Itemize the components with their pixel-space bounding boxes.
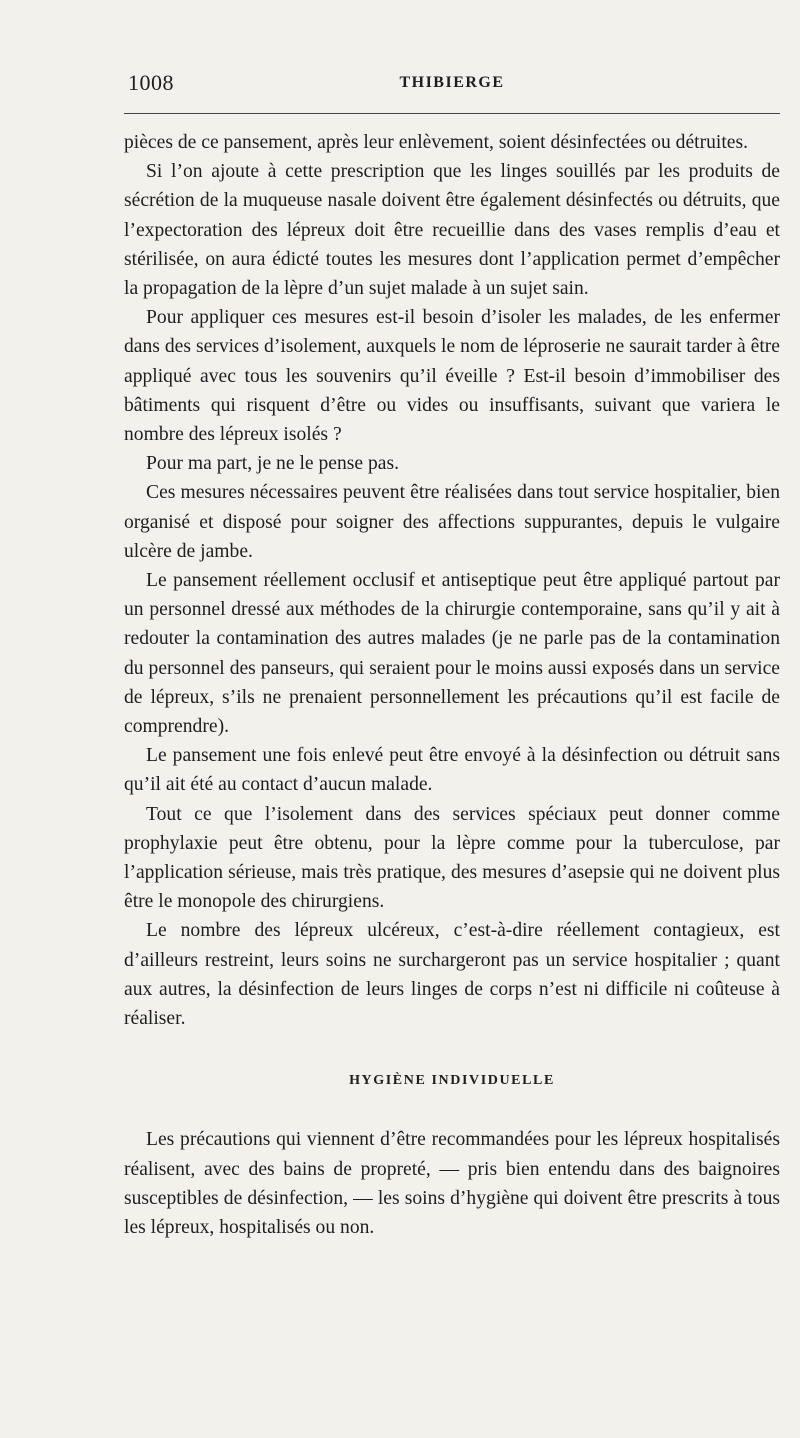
paragraph: Tout ce que l’isolement dans des services spéciaux peut donner comme prophylaxie peut être obtenu, pour la lèpre comme pour la tuberculose, par l’application sérieuse, mais très pratique, des mesures d’asepsie qui ne doivent plus être le monopole des chirurgiens. xyxy=(124,803,780,913)
page-number: 1008 xyxy=(128,70,174,95)
paragraph: Ces mesures nécessaires peuvent être réalisées dans tout service hospitalier, bien organisé et disposé pour soigner des affections suppurantes, depuis le vulgaire ulcère de jambe. xyxy=(124,482,780,562)
running-title: THIBIERGE xyxy=(399,74,505,91)
paragraph: Le pansement réellement occlusif et antiseptique peut être appliqué partout par un personnel dressé aux méthodes de la chirurgie contemporaine, sans qu’il y ait à redouter la contamination des autres malades (je ne parle pas de la contamination du personnel des panseurs, qui seraient pour le moins aussi exposés dans un service de lépreux, s’ils ne prenaient personnellement les précautions qu’il est facile de comprendre). xyxy=(124,570,780,738)
paragraph: Pour appliquer ces mesures est-il besoin d’isoler les malades, de les enfermer dans des services d’isolement, auxquels le nom de léproserie ne saurait tarder à être appliqué avec tous les souvenirs qu’il éveille ? Est-il besoin d’immobiliser des bâtiments qui risquent d’être ou vides ou insuffisants, suivant que variera le nombre des lépreux isolés ? xyxy=(124,307,780,446)
paragraph: pièces de ce pansement, après leur enlèvement, soient désinfectées ou détruites. xyxy=(124,132,749,153)
header-rule xyxy=(124,113,780,114)
body-text xyxy=(124,128,780,1242)
section-heading: HYGIÈNE INDIVIDUELLE xyxy=(349,1073,555,1089)
paragraph: Le nombre des lépreux ulcéreux, c’est-à-dire réellement contagieux, est d’ailleurs restreint, leurs soins ne surchargeront pas un service hospitalier ; quant aux autres, la désinfection de leurs linges de corps n’est ni difficile ni coûteuse à réaliser. xyxy=(124,920,780,1030)
paragraph: Pour ma part, je ne le pense pas. xyxy=(146,453,400,475)
paragraph: Le pansement une fois enlevé peut être envoyé à la désinfection ou détruit sans qu’il ait été au contact d’aucun malade. xyxy=(124,745,780,796)
paragraph: Les précautions qui viennent d’être recommandées pour les lépreux hospitalisés réalisent, avec des bains de propreté, — pris bien entendu dans des baignoires susceptibles de désinfection, — les soins d’hygiène qui doivent être prescrits à tous les lépreux, hospitalisés ou non. xyxy=(124,1129,780,1238)
running-head xyxy=(124,66,780,106)
paragraph: Si l’on ajoute à cette prescription que les linges souillés par les produits de sécrétion de la muqueuse nasale doivent être également désinfectés ou détruits, que l’expectoration des lépreux doit être recueillie dans des vases remplis d’eau et stérilisée, on aura édicté toutes les mesures dont l’application permet d’empêcher la propagation de la lèpre d’un sujet malade à un sujet sain. xyxy=(124,161,780,300)
